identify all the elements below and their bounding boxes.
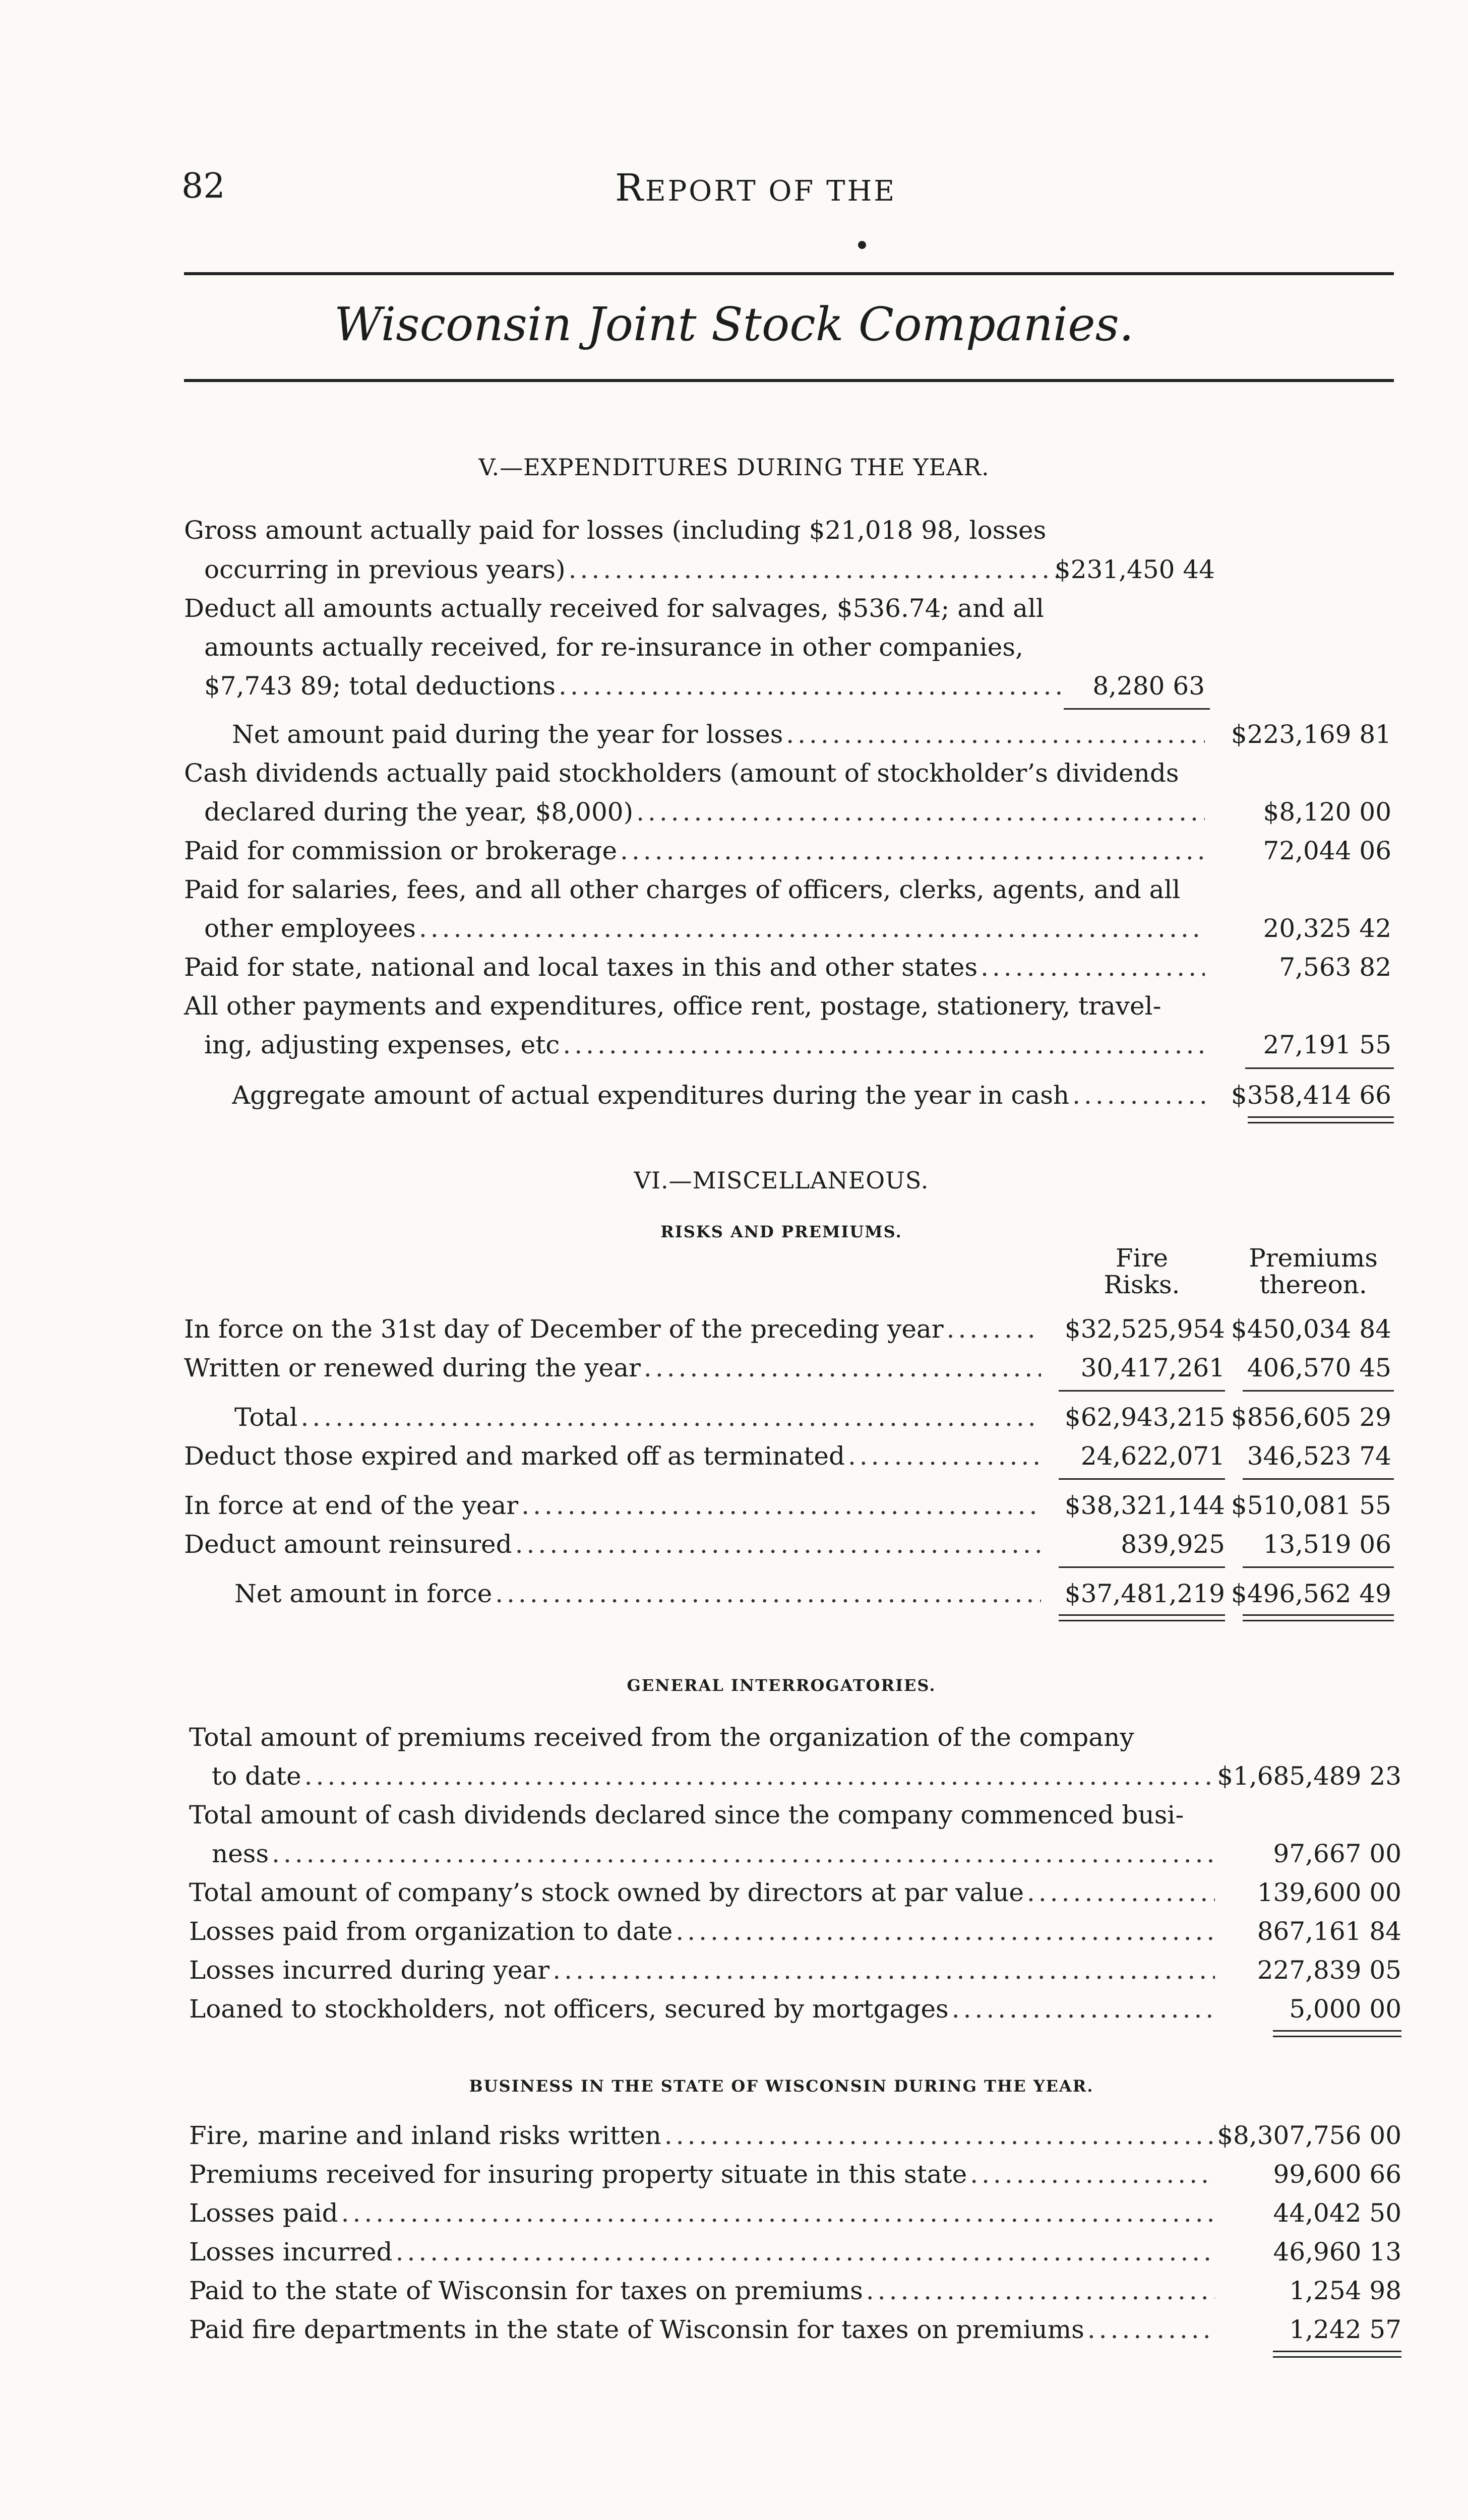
leader-dots <box>977 953 1205 982</box>
business-heading: BUSINESS IN THE STATE OF WISCONSIN DURING THE YEAR. <box>469 2076 1094 2096</box>
leader-dots <box>967 2160 1215 2189</box>
leader-dots <box>338 2198 1215 2228</box>
general-double-rule <box>1273 2030 1401 2037</box>
running-header-rest: EPORT OF THE <box>645 175 897 208</box>
leader-dots <box>393 2237 1215 2266</box>
leader-dots <box>560 1030 1205 1059</box>
business-row-label: Fire, marine and inland risks written <box>189 2121 661 2150</box>
running-header <box>615 166 896 210</box>
general-heading: GENERAL INTERROGATORIES. <box>627 1676 936 1695</box>
business-row <box>189 2151 1215 2189</box>
business-row-label: Losses incurred <box>189 2237 393 2266</box>
other-amount: 27,191 55 <box>1263 1030 1391 1059</box>
risk-premium-value: 406,570 45 <box>1247 1353 1391 1382</box>
aggregate-text: Aggregate amount of actual expenditures during the year in cash <box>232 1081 1070 1110</box>
leader-dots <box>845 1441 1041 1471</box>
loaned-line <box>189 1985 1215 2024</box>
deduct-line1: Deduct all amounts actually received for salvages, $536.74; and all <box>184 594 1044 623</box>
fire-risks-col-head <box>1059 1245 1225 1298</box>
risk-row <box>184 1482 1041 1520</box>
dividends-line1: Total amount of cash dividends declared since the company commenced busi- <box>189 1800 1184 1830</box>
premiums-line2 <box>212 1752 1215 1791</box>
loaned-text: Loaned to stockholders, not officers, secured by mortgages <box>189 1994 949 2024</box>
salaries-line2 <box>204 905 1205 943</box>
other-line2 <box>204 1021 1205 1059</box>
risk-underline <box>1243 1478 1394 1480</box>
risk-fire-value: 30,417,261 <box>1080 1353 1225 1382</box>
risk-premium-value: $496,562 49 <box>1231 1579 1391 1608</box>
leader-dots <box>269 1839 1215 1868</box>
leader-dots <box>863 2276 1215 2305</box>
commission-line <box>184 827 1205 865</box>
business-row-label: Premiums received for insuring property situate in this state <box>189 2160 967 2189</box>
premiums-amount: $1,685,489 23 <box>1217 1761 1401 1791</box>
risks-heading: RISKS AND PREMIUMS. <box>660 1222 902 1241</box>
leader-dots <box>297 1403 1041 1432</box>
leader-dots <box>661 2121 1215 2150</box>
business-row-label: Paid fire departments in the state of Wisconsin for taxes on premiums <box>189 2315 1084 2344</box>
leader-dots <box>518 1491 1041 1520</box>
section-title: Wisconsin Joint Stock Companies. <box>334 297 1134 351</box>
salaries-line2-text: other employees <box>204 914 416 943</box>
leader-dots <box>301 1761 1215 1791</box>
gross-line1: Gross amount actually paid for losses (including $21,018 98, losses <box>184 516 1047 545</box>
leader-dots <box>672 1917 1215 1946</box>
bullet-mark <box>858 241 866 249</box>
leader-dots <box>1084 2315 1215 2344</box>
taxes-amount: 7,563 82 <box>1279 953 1391 982</box>
title-rule <box>184 379 1394 382</box>
risk-fire-value: $32,525,954 <box>1064 1314 1225 1344</box>
premiums-line2-text: to date <box>212 1761 301 1791</box>
risk-premium-value: 13,519 06 <box>1263 1530 1391 1559</box>
risk-double-rule <box>1059 1614 1225 1621</box>
dividends-line2 <box>212 1830 1215 1868</box>
risk-row <box>184 1305 1041 1344</box>
risk-row <box>184 1521 1041 1559</box>
other-line1: All other payments and expenditures, office rent, postage, stationery, travel- <box>184 991 1161 1021</box>
gross-line2 <box>204 546 1061 584</box>
leader-dots <box>944 1314 1041 1344</box>
leader-dots <box>949 1994 1215 2024</box>
risk-premium-value: $856,605 29 <box>1231 1403 1391 1432</box>
risk-fire-value: 839,925 <box>1121 1530 1225 1559</box>
risk-row-label: Deduct those expired and marked off as terminated <box>184 1441 845 1471</box>
risk-row <box>234 1570 1041 1608</box>
risk-row-label: Net amount in force <box>234 1579 493 1608</box>
leader-dots <box>617 836 1205 865</box>
business-row <box>189 2267 1215 2305</box>
stock-text: Total amount of company’s stock owned by directors at par value <box>189 1878 1024 1907</box>
business-double-rule <box>1273 2351 1401 2358</box>
net-losses-line <box>232 711 1205 749</box>
losses-paid-amount: 867,161 84 <box>1257 1917 1401 1946</box>
salaries-amount: 20,325 42 <box>1263 914 1391 943</box>
risk-underline <box>1059 1566 1225 1568</box>
risk-fire-value: 24,622,071 <box>1080 1441 1225 1471</box>
business-amount: 44,042 50 <box>1273 2198 1401 2228</box>
aggregate-double-rule <box>1248 1116 1394 1123</box>
risk-fire-value: $37,481,219 <box>1064 1579 1225 1608</box>
risk-row-label: Total <box>234 1403 298 1432</box>
leader-dots <box>492 1579 1041 1608</box>
risk-premium-value: $510,081 55 <box>1231 1491 1391 1520</box>
business-row <box>189 2112 1215 2150</box>
cash-line2 <box>204 788 1205 827</box>
business-amount: $8,307,756 00 <box>1217 2121 1401 2150</box>
prem-col-line2: thereon. <box>1259 1270 1367 1299</box>
risk-fire-value: $62,943,215 <box>1064 1403 1225 1432</box>
business-amount: 99,600 66 <box>1273 2160 1401 2189</box>
risk-premium-value: 346,523 74 <box>1247 1441 1391 1471</box>
taxes-line <box>184 943 1205 982</box>
other-line2-text: ing, adjusting expenses, etc <box>204 1030 560 1059</box>
risk-fire-value: $38,321,144 <box>1064 1491 1225 1520</box>
commission-amount: 72,044 06 <box>1263 836 1391 865</box>
business-amount: 1,242 57 <box>1289 2315 1401 2344</box>
stock-amount: 139,600 00 <box>1257 1878 1401 1907</box>
losses-paid-line <box>189 1908 1215 1946</box>
deduct-amount: 8,280 63 <box>1092 671 1205 701</box>
risk-row-label: Deduct amount reinsured <box>184 1530 512 1559</box>
deduct-line2: amounts actually received, for re-insurance in other companies, <box>204 633 1023 662</box>
leader-dots <box>1069 1081 1205 1110</box>
gross-line2-text: occurring in previous years) <box>204 555 566 584</box>
losses-incurred-line <box>189 1946 1215 1985</box>
leader-dots <box>641 1353 1041 1382</box>
loaned-amount: 5,000 00 <box>1289 1994 1401 2024</box>
cash-line2-text: declared during the year, $8,000) <box>204 797 634 827</box>
risk-row-label: In force at end of the year <box>184 1491 519 1520</box>
aggregate-line <box>232 1072 1205 1110</box>
losses-paid-text: Losses paid from organization to date <box>189 1917 673 1946</box>
cash-amount: $8,120 00 <box>1263 797 1391 827</box>
expenditures-heading: V.—EXPENDITURES DURING THE YEAR. <box>478 454 990 481</box>
risk-row-label: In force on the 31st day of December of the preceding year <box>184 1314 944 1344</box>
business-row <box>189 2306 1215 2344</box>
net-losses-text: Net amount paid during the year for losses <box>232 720 783 749</box>
business-amount: 46,960 13 <box>1273 2237 1401 2266</box>
deduct-underline <box>1064 708 1210 710</box>
taxes-text: Paid for state, national and local taxes in this and other states <box>184 953 978 982</box>
risk-row <box>184 1344 1041 1382</box>
losses-incurred-amount: 227,839 05 <box>1257 1956 1401 1985</box>
prem-col-line1: Premiums <box>1249 1243 1378 1273</box>
gross-amount: $231,450 44 <box>1054 555 1215 584</box>
risk-underline <box>1243 1566 1394 1568</box>
leader-dots <box>416 914 1205 943</box>
losses-incurred-text: Losses incurred during year <box>189 1956 550 1985</box>
leader-dots <box>633 797 1205 827</box>
risk-row <box>184 1432 1041 1471</box>
risk-premium-value: $450,034 84 <box>1231 1314 1391 1344</box>
running-header-cap: R <box>615 166 645 210</box>
fire-col-line2: Risks. <box>1104 1270 1180 1299</box>
business-row <box>189 2228 1215 2266</box>
cash-line1: Cash dividends actually paid stockholders (amount of stockholder’s dividends <box>184 759 1179 788</box>
leader-dots <box>783 720 1205 749</box>
business-amount: 1,254 98 <box>1289 2276 1401 2305</box>
premiums-line1: Total amount of premiums received from the organization of the company <box>189 1723 1134 1752</box>
deduct-line3 <box>204 662 1061 701</box>
net-losses-amount: $223,169 81 <box>1231 720 1391 749</box>
stock-line <box>189 1869 1215 1907</box>
leader-dots <box>549 1956 1215 1985</box>
risk-row <box>234 1394 1041 1432</box>
risk-underline <box>1059 1390 1225 1392</box>
business-row-label: Losses paid <box>189 2198 338 2228</box>
leader-dots <box>566 555 1061 584</box>
salaries-line1: Paid for salaries, fees, and all other charges of officers, clerks, agents, and all <box>184 875 1181 904</box>
dividends-amount: 97,667 00 <box>1273 1839 1401 1868</box>
misc-heading: VI.—MISCELLANEOUS. <box>634 1167 929 1194</box>
risk-double-rule <box>1243 1614 1394 1621</box>
business-row <box>189 2189 1215 2228</box>
page-number: 82 <box>181 166 225 206</box>
leader-dots <box>512 1530 1041 1559</box>
aggregate-amount: $358,414 66 <box>1231 1081 1391 1110</box>
premiums-col-head <box>1225 1245 1401 1298</box>
risk-underline <box>1059 1478 1225 1480</box>
risk-row-label: Written or renewed during the year <box>184 1353 641 1382</box>
dividends-line2-text: ness <box>212 1839 269 1868</box>
other-underline <box>1245 1067 1394 1069</box>
leader-dots <box>1024 1878 1215 1907</box>
commission-text: Paid for commission or brokerage <box>184 836 618 865</box>
leader-dots <box>556 671 1061 701</box>
top-rule <box>184 272 1394 275</box>
risk-underline <box>1243 1390 1394 1392</box>
fire-col-line1: Fire <box>1115 1243 1169 1273</box>
deduct-line3-text: $7,743 89; total deductions <box>204 671 556 701</box>
business-row-label: Paid to the state of Wisconsin for taxes on premiums <box>189 2276 863 2305</box>
